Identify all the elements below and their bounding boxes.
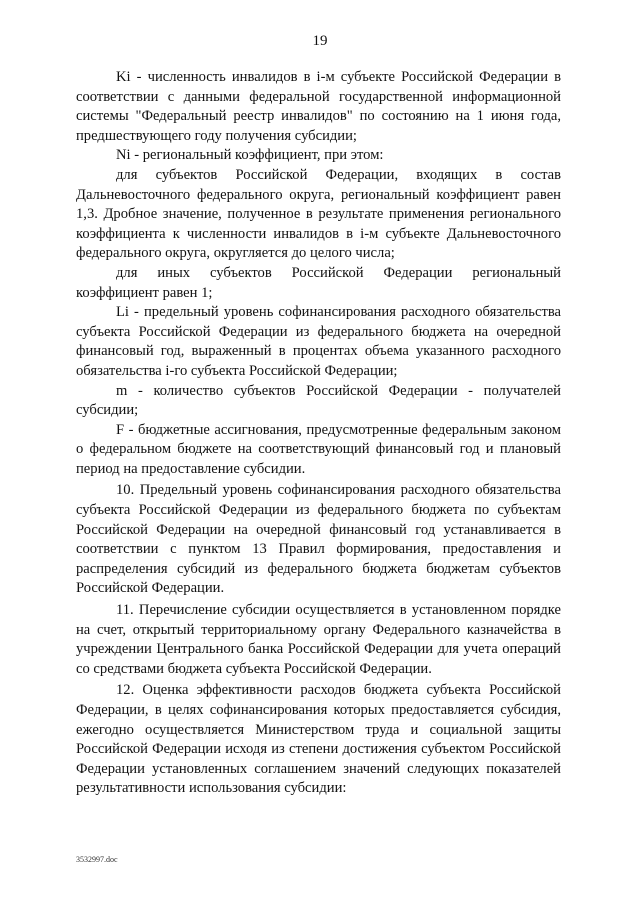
paragraph-li-definition: Li - предельный уровень софинансирования расходного обязательства субъекта Российской Федерации из федерального бюджета на очередной финансовый год, выраженный в процентах объема указанного расходного обязательства i-го субъекта Российской Федерации; [76, 304, 561, 379]
paragraph-other-coefficient: для иных субъектов Российской Федерации региональный коэффициент равен 1; [76, 264, 561, 301]
paragraph-m-definition: m - количество субъектов Российской Федерации - получателей субсидии; [76, 382, 561, 419]
paragraph-clause-11: 11. Перечисление субсидии осуществляется в установленном порядке на счет, открытый территориальному органу Федерального казначейства в учреждении Центрального банка Российской Федерации для учета операций со средствами бюджета субъекта Российской Федерации. [76, 602, 561, 677]
page-number: 19 [312, 33, 328, 49]
document-body [76, 68, 561, 799]
paragraph-f-definition: F - бюджетные ассигнования, предусмотренные федеральным законом о федеральном бюджете на соответствующий финансовый год и плановый период на предоставление субсидии. [76, 421, 561, 477]
document-footer-filename: 3532997.doc [76, 855, 118, 864]
paragraph-clause-10: 10. Предельный уровень софинансирования расходного обязательства субъекта Российской Федерации из федерального бюджета по субъектам Российской Федерации на очередной финансовый год устанавливается в соответствии с пунктом 13 Правил формирования, предоставления и распределения субсидий из федерального бюджета бюджетам субъектов Российской Федерации. [76, 482, 561, 597]
paragraph-clause-12: 12. Оценка эффективности расходов бюджета субъекта Российской Федерации, в целях софинансирования которых предоставляется субсидия, ежегодно осуществляется Министерством труда и социальной защиты Российской Федерации исходя из степени достижения субъектом Российской Федерации установленных соглашением значений следующих показателей результативности использования субсидии: [76, 682, 561, 797]
paragraph-ki-definition: Ki - численность инвалидов в i-м субъекте Российской Федерации в соответствии с данными федеральной государственной информационной системы "Федеральный реестр инвалидов" по состоянию на 1 июня года, предшествующего году получения субсидии; [76, 69, 561, 144]
paragraph-ni-definition: Ni - региональный коэффициент, при этом: [116, 147, 384, 164]
paragraph-far-east-coefficient: для субъектов Российской Федерации, входящих в состав Дальневосточного федерального округа, региональный коэффициент равен 1,3. Дробное значение, полученное в результате применения регионального коэффициента к численности инвалидов в i-м субъекте Дальневосточного федерального округа, округляется до целого числа; [76, 166, 561, 262]
